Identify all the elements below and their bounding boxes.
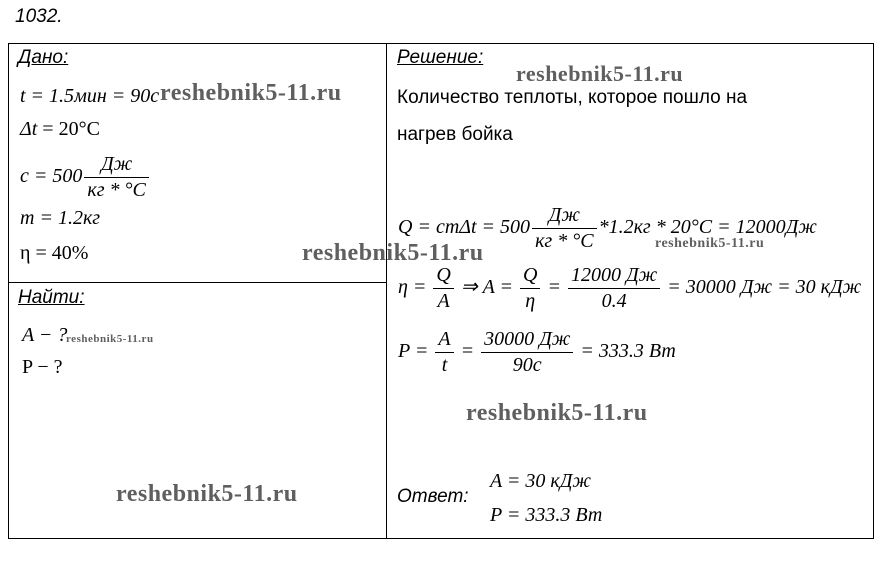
row-divider <box>8 282 386 283</box>
watermark-7: reshebnik5-11.ru <box>116 481 298 507</box>
watermark-1: reshebnik5-11.ru <box>160 80 342 106</box>
watermark-2: reshebnik5-11.ru <box>516 61 684 86</box>
watermark-3: reshebnik5-11.ru <box>302 240 484 266</box>
watermark-4: reshebnik5-11.ru <box>655 236 765 251</box>
power-equation: P = $\frac{A}{t}$ = $\frac{30000 Дж}{90с}$ = 333.3 Вт <box>398 328 676 376</box>
efficiency-equation: η = $\frac{Q}{A}$ ⇒ A = $\frac{Q}{\eta}$ = $\frac{12000 Дж}{0.4}$ = 30000 Дж = 30 кДж <box>398 264 862 312</box>
heat-equation: Q = cmΔt = 500 $\frac{Дж}{кг * ^\circ C}$ *1.2кг * 20°C = 12000Дж <box>398 204 817 252</box>
find-header: Найти: <box>18 287 85 308</box>
power-value-fraction: $\frac{30000 Дж}{90с}$ <box>481 327 573 378</box>
answer-power: P = 333.3 Вт <box>490 504 603 526</box>
find-power: P − ? <box>22 356 63 378</box>
problem-number: 1032. <box>15 6 63 27</box>
answer-work: A = 30 кДж <box>490 470 592 492</box>
given-header: Дано: <box>18 47 69 68</box>
given-mass: m = 1.2кг <box>20 207 101 229</box>
given-specific-heat: c = 500 $\frac{Дж}{кг * ^\circ C}$ <box>20 152 151 203</box>
q-over-eta-fraction: $\frac{Q}{\eta}$ <box>520 263 540 314</box>
answer-label: Ответ: <box>397 486 469 507</box>
work-value-fraction: $\frac{12000 Дж}{0.4}$ <box>568 263 660 314</box>
column-divider <box>386 43 387 539</box>
watermark-5: reshebnik5-11.ru <box>66 333 154 345</box>
find-work: A − ? <box>22 324 68 346</box>
solution-text-line1: Количество теплоты, которое пошло на <box>397 87 748 108</box>
solution-text-line2: нагрев бойка <box>397 124 513 145</box>
a-over-t-fraction: $\frac{A}{t}$ <box>435 327 453 378</box>
q-over-a-fraction: $\frac{Q}{A}$ <box>433 263 453 314</box>
heat-unit-fraction: $\frac{Дж}{кг * ^\circ C}$ <box>532 203 597 254</box>
solution-header: Решение: <box>397 47 484 68</box>
given-efficiency: η = 40% <box>20 242 89 264</box>
specific-heat-unit-fraction: $\frac{Дж}{кг * ^\circ C}$ <box>84 152 149 203</box>
watermark-6: reshebnik5-11.ru <box>466 400 648 426</box>
given-temperature-change: Δt = 20°C <box>20 118 100 140</box>
given-time: t = 1.5мин = 90с <box>20 85 160 107</box>
